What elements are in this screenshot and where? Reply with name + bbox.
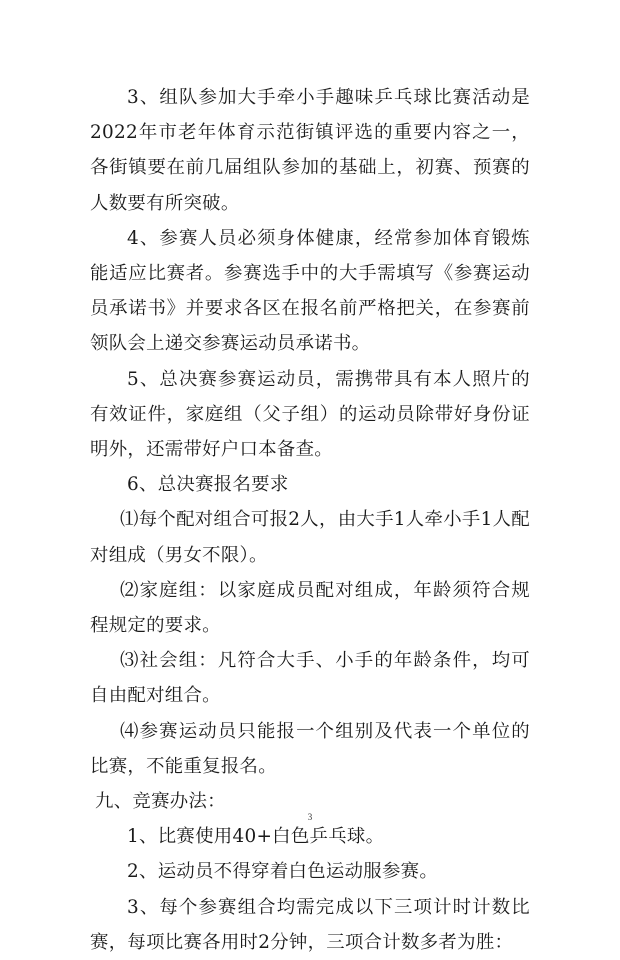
page-number: 3 bbox=[307, 812, 313, 822]
paragraph-pairing-rule: ⑴每个配对组合可报2人，由大手1人牵小手1人配对组成（男女不限）。 bbox=[90, 509, 530, 566]
paragraph-id-documents: 5、总决赛参赛运动员，需携带具有本人照片的有效证件，家庭组（父子组）的运动员除带好身份证明外，还需带好户口本备查。 bbox=[90, 368, 530, 461]
document-body bbox=[90, 80, 530, 960]
paragraph-family-group: ⑵家庭组：以家庭成员配对组成，年龄须符合规程规定的要求。 bbox=[90, 579, 530, 637]
paragraph-single-group-rule: ⑷参赛运动员只能报一个组别及代表一个单位的比赛，不能重复报名。 bbox=[90, 720, 530, 777]
section-heading-competition-method: 九、竞赛办法： bbox=[95, 791, 226, 813]
paragraph-social-group: ⑶社会组：凡符合大手、小手的年龄条件，均可自由配对组合。 bbox=[90, 650, 530, 707]
paragraph-ball-spec: 1、比赛使用40+白色乒乓球。 bbox=[127, 826, 385, 848]
paragraph-team-participation: 3、组队参加大手牵小手趣味乒乓球比赛活动是2022年市老年体育示范街镇评选的重要内容之一，各街镇要在前几届组队参加的基础上，初赛、预赛的人数要有所突破。 bbox=[90, 87, 530, 214]
paragraph-health-requirement: 4、参赛人员必须身体健康，经常参加体育锻炼能适应比赛者。参赛选手中的大手需填写《参赛运动员承诺书》并要求各区在报名前严格把关，在参赛前领队会上递交参赛运动员承诺书。 bbox=[90, 227, 530, 355]
paragraph-uniform-rule: 2、运动员不得穿着白色运动服参赛。 bbox=[127, 861, 439, 883]
paragraph-timed-events: 3、每个参赛组合均需完成以下三项计时计数比赛，每项比赛各用时2分钟，三项合计数多者为胜： bbox=[90, 896, 530, 953]
paragraph-registration-heading: 6、总决赛报名要求 bbox=[127, 474, 289, 496]
